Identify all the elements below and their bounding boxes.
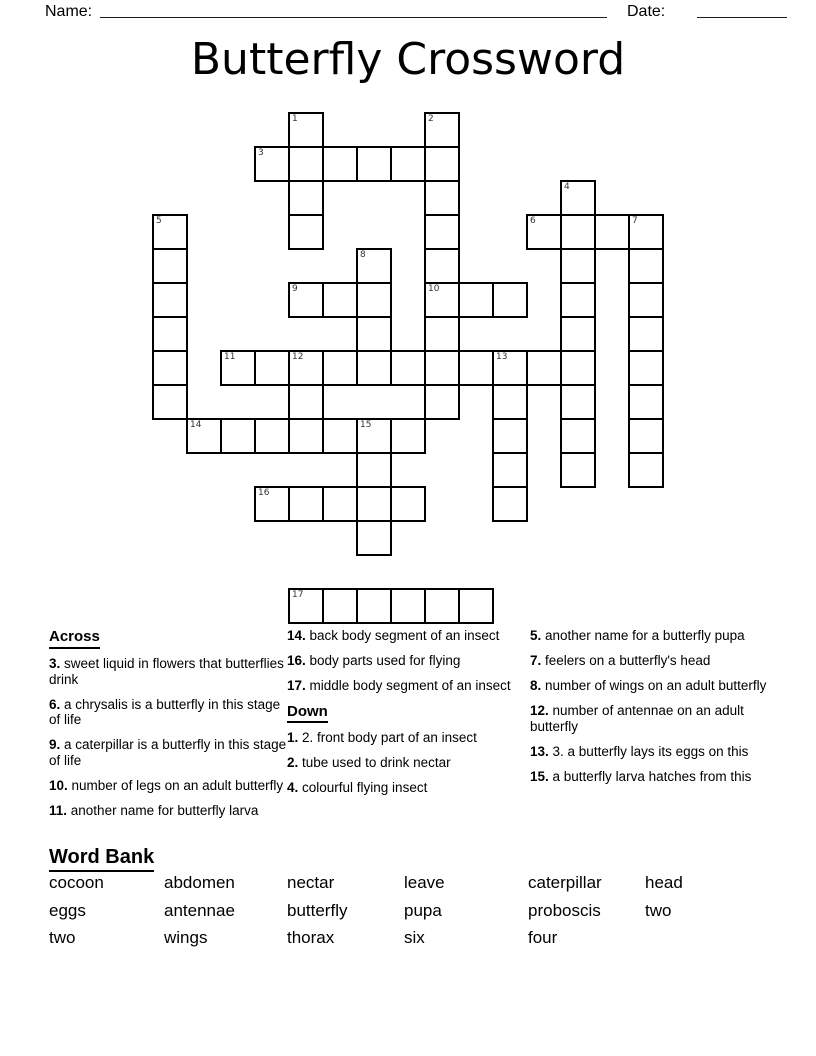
clue-item: 5. another name for a butterfly pupa — [530, 628, 745, 643]
grid-cell[interactable] — [288, 214, 324, 250]
grid-cell[interactable] — [152, 316, 188, 352]
name-label: Name: — [45, 3, 93, 20]
grid-cell[interactable] — [288, 418, 324, 454]
grid-cell[interactable] — [560, 384, 596, 420]
cell-number: 8 — [360, 250, 366, 260]
clue-column-1 — [49, 628, 287, 828]
grid-cell[interactable] — [424, 282, 460, 318]
grid-cell[interactable] — [288, 282, 324, 318]
cell-number: 1 — [292, 114, 298, 124]
clue-item: 3. sweet liquid in flowers that butterflies drink — [49, 655, 284, 687]
grid-cell[interactable] — [492, 282, 528, 318]
cell-number: 17 — [292, 590, 304, 600]
grid-cell[interactable] — [356, 316, 392, 352]
grid-cell[interactable] — [424, 316, 460, 352]
grid-cell[interactable] — [628, 214, 664, 250]
grid-cell[interactable] — [288, 350, 324, 386]
cell-number: 6 — [530, 216, 536, 226]
cell-number: 12 — [292, 352, 304, 362]
grid-cell[interactable] — [492, 452, 528, 488]
clue-item: 4. colourful flying insect — [287, 780, 428, 796]
clue-item: 11. another name for butterfly larva — [49, 803, 259, 819]
date-input-line[interactable] — [697, 2, 787, 18]
word-bank-word: eggs — [49, 901, 86, 920]
grid-cell[interactable] — [322, 146, 358, 182]
grid-cell[interactable] — [560, 248, 596, 284]
grid-cell[interactable] — [288, 588, 324, 624]
cell-number: 5 — [156, 216, 162, 226]
word-bank-word: abdomen — [164, 873, 235, 892]
clue-item: 6. a chrysalis is a butterfly in this stage of life — [49, 696, 281, 728]
cell-number: 4 — [564, 182, 570, 192]
grid-cell[interactable] — [356, 588, 392, 624]
grid-cell[interactable] — [424, 248, 460, 284]
grid-cell[interactable] — [628, 350, 664, 386]
grid-cell[interactable] — [254, 486, 290, 522]
cell-number: 11 — [224, 352, 236, 362]
clue-item: 17. middle body segment of an insect — [287, 677, 511, 693]
grid-cell[interactable] — [424, 384, 460, 420]
grid-cell[interactable] — [594, 214, 630, 250]
word-bank-word: pupa — [404, 901, 442, 920]
grid-cell[interactable] — [152, 350, 188, 386]
grid-cell[interactable] — [356, 452, 392, 488]
clue-item: 9. a caterpillar is a butterfly in this stage of life — [49, 737, 287, 769]
grid-cell[interactable] — [628, 452, 664, 488]
cell-number: 15 — [360, 420, 372, 430]
grid-cell[interactable] — [628, 418, 664, 454]
grid-cell[interactable] — [322, 486, 358, 522]
grid-cell[interactable] — [322, 588, 358, 624]
word-bank-title: Word Bank — [49, 846, 154, 872]
grid-cell[interactable] — [390, 146, 426, 182]
cell-number: 13 — [496, 352, 508, 362]
word-bank-word: head — [645, 873, 683, 892]
word-bank-word: thorax — [287, 928, 335, 947]
grid-cell[interactable] — [526, 214, 562, 250]
grid-cell[interactable] — [356, 350, 392, 386]
cell-number: 16 — [258, 488, 270, 498]
grid-cell[interactable] — [254, 350, 290, 386]
word-bank-word: cocoon — [49, 873, 104, 892]
clue-item: 7. feelers on a butterfly's head — [530, 652, 711, 668]
cell-number: 7 — [632, 216, 638, 226]
grid-cell[interactable] — [560, 418, 596, 454]
cell-number: 9 — [292, 284, 298, 294]
grid-cell[interactable] — [458, 350, 494, 386]
grid-cell[interactable] — [152, 282, 188, 318]
grid-cell[interactable] — [322, 282, 358, 318]
grid-cell[interactable] — [492, 486, 528, 522]
grid-cell[interactable] — [458, 588, 494, 624]
grid-cell[interactable] — [220, 418, 256, 454]
grid-cell[interactable] — [628, 282, 664, 318]
grid-cell[interactable] — [390, 588, 426, 624]
grid-cell[interactable] — [254, 146, 290, 182]
grid-cell[interactable] — [424, 112, 460, 148]
grid-cell[interactable] — [492, 350, 528, 386]
word-bank-word: proboscis — [528, 901, 601, 920]
word-bank-word: two — [49, 928, 76, 947]
grid-cell[interactable] — [322, 418, 358, 454]
word-bank-word: four — [528, 928, 558, 947]
grid-cell[interactable] — [356, 282, 392, 318]
cell-number: 2 — [428, 114, 434, 124]
grid-cell[interactable] — [152, 384, 188, 420]
clue-item: 8. number of wings on an adult butterfly — [530, 677, 767, 693]
grid-cell[interactable] — [458, 282, 494, 318]
grid-cell[interactable] — [356, 418, 392, 454]
grid-cell[interactable] — [628, 248, 664, 284]
word-bank-word: wings — [164, 928, 208, 947]
word-bank-word: nectar — [287, 873, 335, 892]
clue-item: 10. number of legs on an adult butterfly — [49, 778, 284, 794]
word-bank-word: six — [404, 928, 425, 947]
grid-cell[interactable] — [288, 112, 324, 148]
grid-cell[interactable] — [288, 146, 324, 182]
date-label: Date: — [627, 3, 666, 20]
cell-number: 3 — [258, 148, 264, 158]
clue-item: 2. tube used to drink nectar — [287, 755, 451, 771]
grid-cell[interactable] — [356, 486, 392, 522]
grid-cell[interactable] — [152, 248, 188, 284]
name-input-line[interactable] — [100, 2, 607, 18]
grid-cell[interactable] — [220, 350, 256, 386]
word-bank-word: two — [645, 901, 672, 920]
clue-column-3 — [530, 628, 792, 793]
grid-cell[interactable] — [288, 384, 324, 420]
grid-cell[interactable] — [356, 520, 392, 556]
crossword-grid — [152, 112, 666, 626]
grid-cell[interactable] — [288, 486, 324, 522]
grid-cell[interactable] — [628, 384, 664, 420]
grid-cell[interactable] — [560, 282, 596, 318]
clue-item: 1. 2. front body part of an insect — [287, 730, 477, 746]
word-bank-word: leave — [404, 873, 445, 892]
grid-cell[interactable] — [390, 486, 426, 522]
grid-cell[interactable] — [390, 350, 426, 386]
page-title: Butterfly Crossword — [190, 34, 626, 85]
grid-cell[interactable] — [288, 180, 324, 216]
grid-cell[interactable] — [254, 418, 290, 454]
grid-cell[interactable] — [424, 214, 460, 250]
clue-item: 15. a butterfly larva hatches from this — [530, 768, 752, 784]
grid-cell[interactable] — [526, 350, 562, 386]
grid-cell[interactable] — [560, 316, 596, 352]
grid-cell[interactable] — [492, 418, 528, 454]
grid-cell[interactable] — [390, 418, 426, 454]
grid-cell[interactable] — [356, 146, 392, 182]
clue-column-2 — [287, 628, 519, 805]
grid-cell[interactable] — [186, 418, 222, 454]
grid-cell[interactable] — [152, 214, 188, 250]
word-bank-word: caterpillar — [528, 873, 602, 892]
grid-cell[interactable] — [492, 384, 528, 420]
clue-item: 13. 3. a butterfly lays its eggs on this — [530, 743, 749, 759]
clue-section-title: Down — [287, 703, 519, 724]
cell-number: 10 — [428, 284, 440, 294]
grid-cell[interactable] — [560, 350, 596, 386]
grid-cell[interactable] — [356, 248, 392, 284]
clue-item: 14. back body segment of an insect — [287, 628, 500, 643]
word-bank-word: antennae — [164, 901, 235, 920]
grid-cell[interactable] — [628, 316, 664, 352]
clue-item: 16. body parts used for flying — [287, 652, 461, 668]
grid-cell[interactable] — [560, 452, 596, 488]
clue-item: 12. number of antennae on an adult butterfly — [530, 702, 744, 734]
grid-cell[interactable] — [560, 180, 596, 216]
grid-cell[interactable] — [424, 588, 460, 624]
grid-cell[interactable] — [424, 180, 460, 216]
word-bank-word: butterfly — [287, 901, 348, 920]
grid-cell[interactable] — [322, 350, 358, 386]
grid-cell[interactable] — [424, 350, 460, 386]
cell-number: 14 — [190, 420, 202, 430]
grid-cell[interactable] — [424, 146, 460, 182]
grid-cell[interactable] — [560, 214, 596, 250]
clue-section-title: Across — [49, 628, 287, 649]
